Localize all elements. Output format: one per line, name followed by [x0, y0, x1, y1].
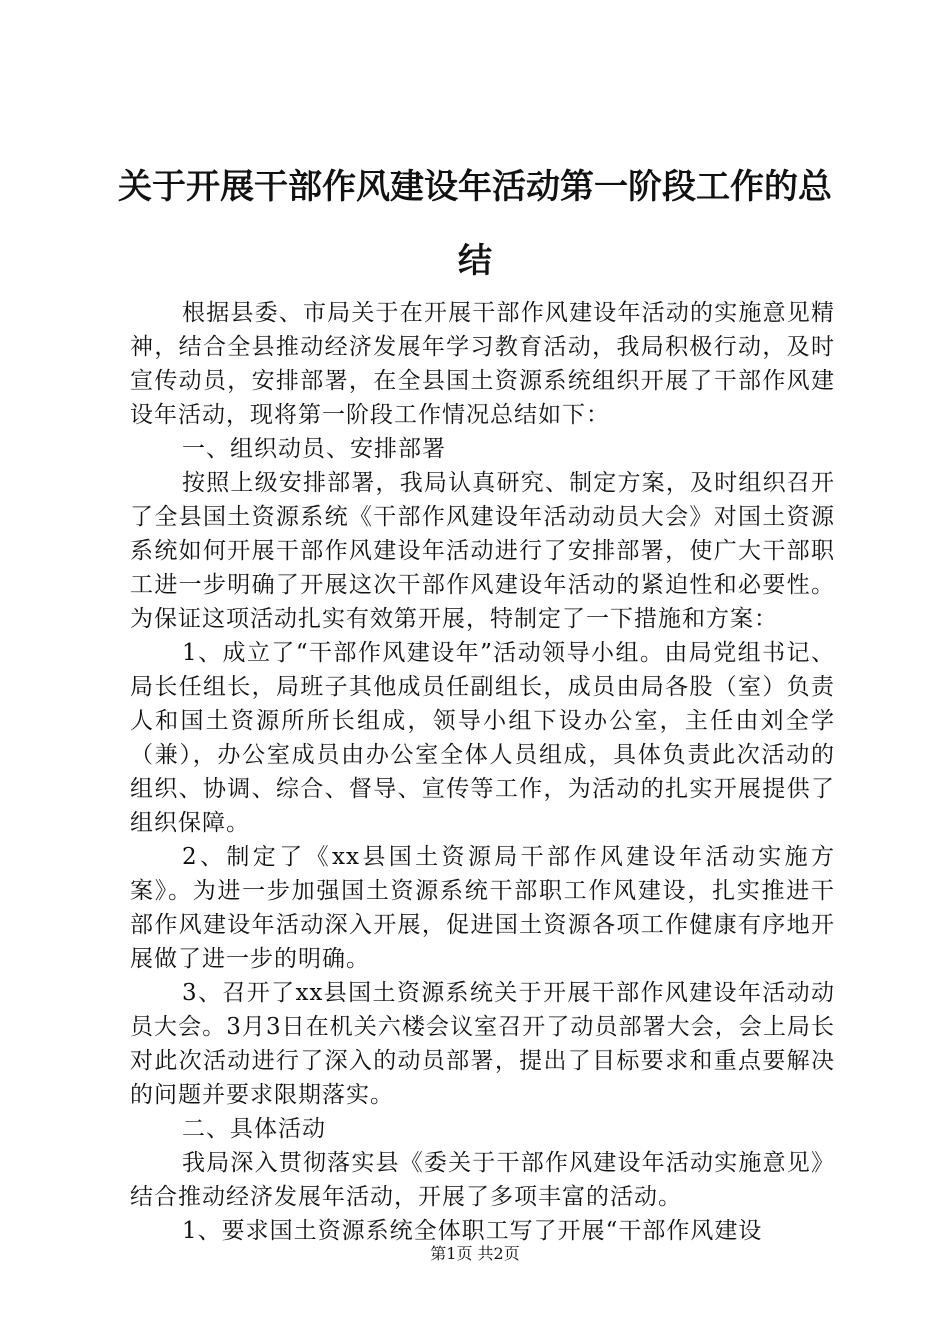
- paragraph-item-2: 2、制定了《xx县国土资源局干部作风建设年活动实施方案》。为进一步加强国土资源系统干部职工作风建设，扎实推进干部作风建设年活动深入开展，促进国土资源各项工作健康有序地开展做了进一步的明确。: [130, 844, 835, 972]
- section-heading-2: 二、具体活动: [182, 1116, 326, 1142]
- paragraph-section-2: 我局深入贯彻落实县《委关于干部作风建设年活动实施意见》结合推动经济发展年活动，开展了多项丰富的活动。: [130, 1150, 835, 1210]
- section-heading-1: 一、组织动员、安排部署: [182, 436, 446, 462]
- page-footer: 第1页 共2页: [430, 1244, 520, 1263]
- document-title: 关于开展干部作风建设年活动第一阶段工作的总结: [118, 167, 832, 281]
- paragraph-intro: 根据县委、市局关于在开展干部作风建设年活动的实施意见精神，结合全县推动经济发展年学习教育活动，我局积极行动，及时宣传动员，安排部署，在全县国土资源系统组织开展了干部作风建设年活动，现将第一阶段工作情况总结如下：: [130, 300, 835, 428]
- paragraph-item-3: 3、召开了xx县国土资源系统关于开展干部作风建设年活动动员大会。3月3日在机关六楼会议室召开了动员部署大会，会上局长对此次活动进行了深入的动员部署，提出了目标要求和重点要解决的问题并要求限期落实。: [130, 980, 835, 1108]
- paragraph-item-1: 1、成立了“干部作风建设年”活动领导小组。由局党组书记、局长任组长，局班子其他成员任副组长，成员由局各股（室）负责人和国土资源所所长组成，领导小组下设办公室，主任由刘全学（兼），办公室成员由办公室全体人员组成，具体负责此次活动的组织、协调、综合、督导、宣传等工作，为活动的扎实开展提供了组织保障。: [130, 640, 835, 836]
- paragraph-section-1: 按照上级安排部署，我局认真研究、制定方案，及时组织召开了全县国土资源系统《干部作风建设年活动动员大会》对国土资源系统如何开展干部作风建设年活动进行了安排部署，使广大干部职工进一步明确了开展这次干部作风建设年活动的紧迫性和必要性。为保证这项活动扎实有效第开展，特制定了一下措施和方案：: [130, 470, 835, 632]
- paragraph-activity-1: 1、要求国土资源系统全体职工写了开展“干部作风建设: [182, 1218, 763, 1244]
- document-body: [130, 296, 835, 1248]
